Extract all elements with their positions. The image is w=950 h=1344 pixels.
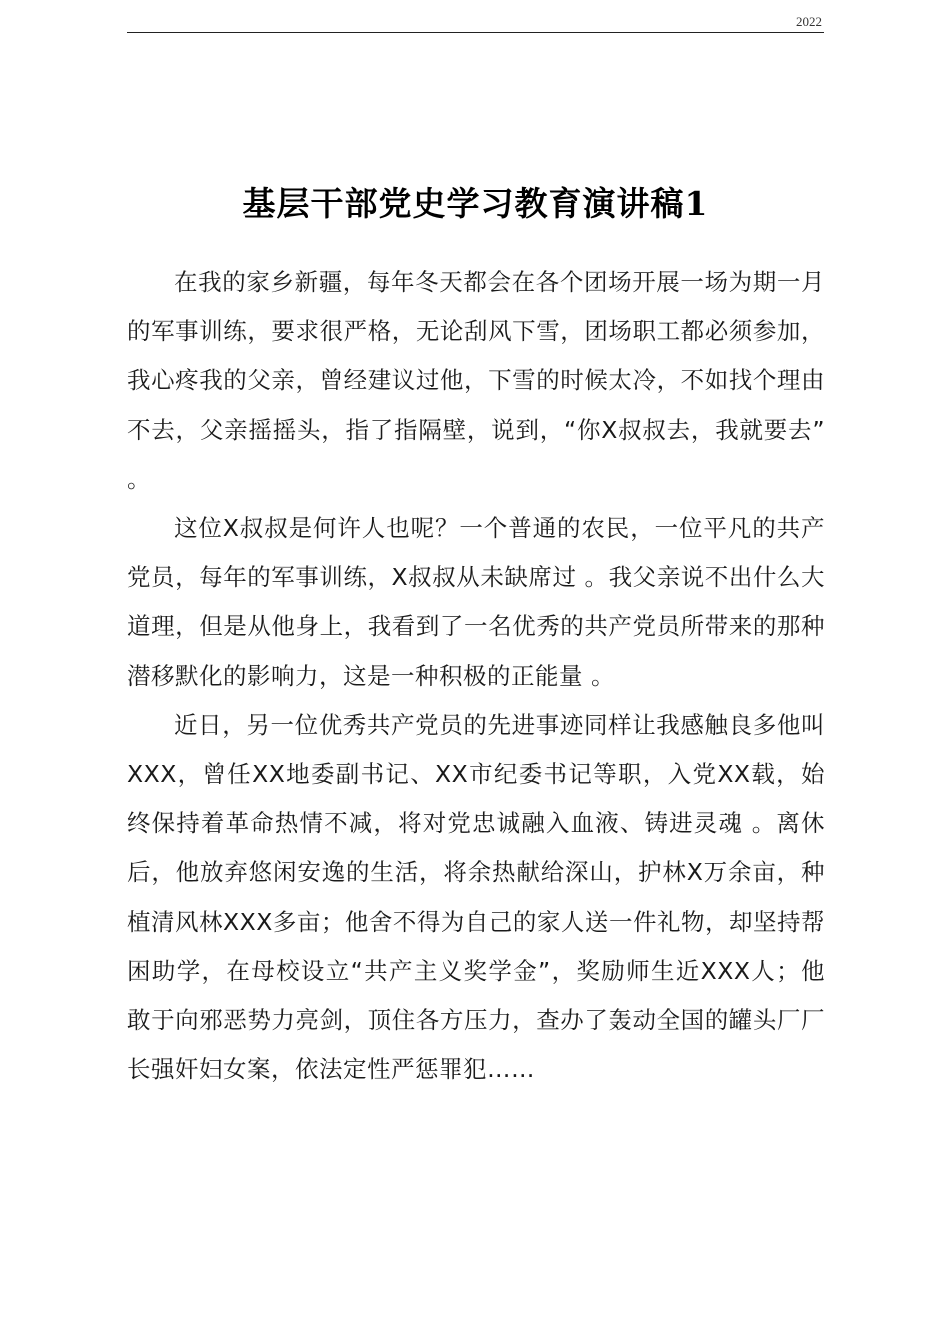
paragraph: 这位X叔叔是何许人也呢？一个普通的农民，一位平凡的共产党员，每年的军事训练，X叔叔从未缺席过 。我父亲说不出什么大道理，但是从他身上，我看到了一名优秀的共产党员所带来的那种潜移默化的影响力，这是一种积极的正能量 。 <box>127 514 825 690</box>
header-year: 2022 <box>796 14 822 29</box>
paragraph: 在我的家乡新疆，每年冬天都会在各个团场开展一场为期一月的军事训练，要求很严格，无论刮风下雪，团场职工都必须参加，我心疼我的父亲，曾经建议过他，下雪的时候太冷，不如找个理由不去，父亲摇摇头，指了指隔壁，说到，“你X叔叔去，我就要去” 。 <box>127 268 825 493</box>
document-body <box>127 258 825 1094</box>
page-title: 基层干部党史学习教育演讲稿1 <box>242 184 709 223</box>
paragraph: 近日，另一位优秀共产党员的先进事迹同样让我感触良多他叫XXX，曾任XX地委副书记、XX市纪委书记等职，入党XX载，始终保持着革命热情不减，将对党忠诚融入血液、铸进灵魂 。离休后，他放弃悠闲安逸的生活，将余热献给深山，护林X万余亩，种植清风林XXX多亩；他舍不得为自己的家人送一件礼物，却坚持帮困助学，在母校设立“共产主义奖学金”，奖励师生近XXX人；他敢于向邪恶势力亮剑，顶住各方压力，查办了轰动全国的罐头厂厂长强奸妇女案，依法定性严惩罪犯…… <box>127 710 825 1084</box>
page-header <box>127 10 824 33</box>
